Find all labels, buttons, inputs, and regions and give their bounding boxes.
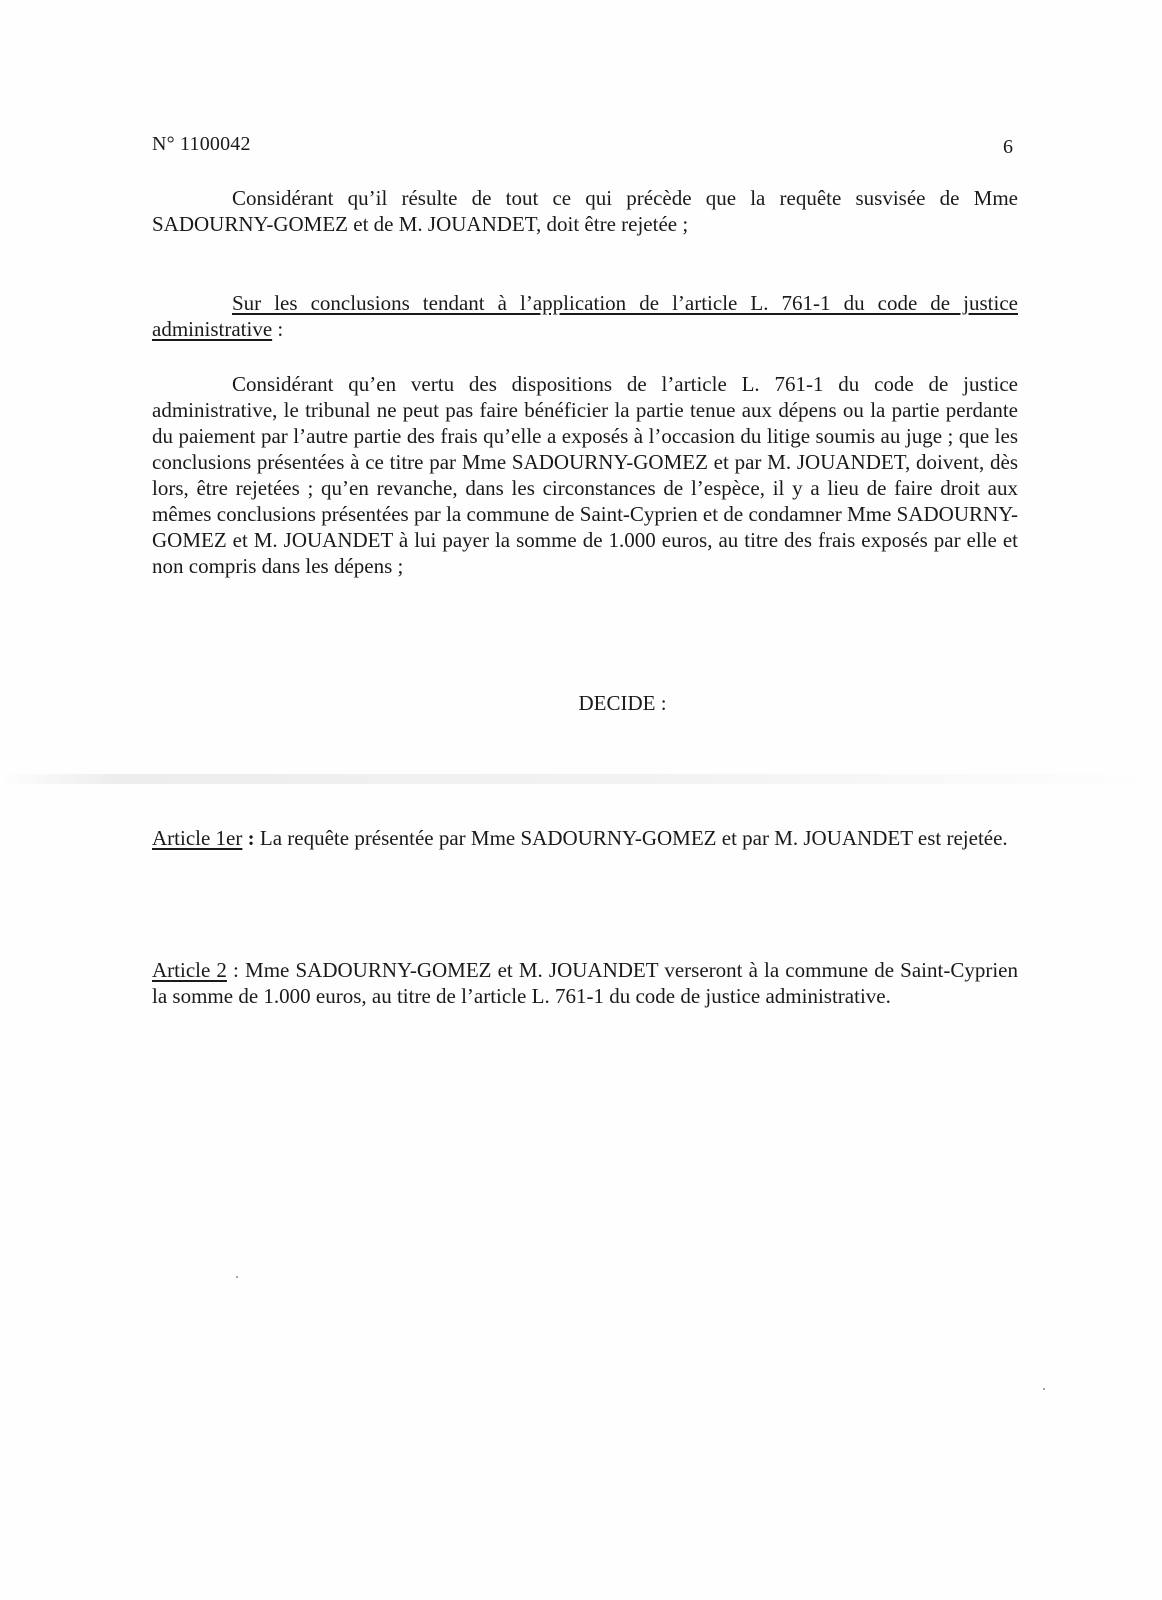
article-1-text: La requête présentée par Mme SADOURNY-GOMEZ et par M. JOUANDET est rejetée.: [259, 826, 1008, 850]
paragraph-conclusion: Considérant qu’il résulte de tout ce qui précède que la requête susvisée de Mme SADOURNY-GOMEZ et de M. JOUANDET, doit être rejetée ;: [152, 186, 1018, 236]
section-heading: [152, 290, 1018, 342]
scan-speck: [236, 1276, 238, 1278]
paragraph-costs: Considérant qu’en vertu des dispositions de l’article L. 761-1 du code de justice administrative, le tribunal ne peut pas faire bénéficier la partie tenue aux dépens ou la partie perdante du paiement par l’autre partie des frais qu’elle a exposés à l’occasion du litige soumis au juge ; que les conclusions présentées à ce titre par Mme SADOURNY-GOMEZ et par M. JOUANDET, doivent, dès lors, être rejetées ; qu’en revanche, dans les circonstances de l’espèce, il y a lieu de faire droit aux mêmes conclusions présentées par la commune de Saint-Cyprien et de condamner Mme SADOURNY-GOMEZ et M. JOUANDET à lui payer la somme de 1.000 euros, au titre des frais exposés par elle et non compris dans les dépens ;: [152, 372, 1018, 578]
page-number: 6: [1003, 136, 1013, 158]
article-2-separator: :: [226, 958, 246, 982]
section-heading-colon: :: [272, 317, 284, 341]
article-1: [152, 825, 1018, 851]
article-2: [152, 957, 1018, 1009]
decide-heading: DECIDE :: [578, 691, 667, 715]
section-heading-title: Sur les conclusions tendant à l’application de l’article L. 761-1 du code de justice administrative: [152, 291, 1018, 341]
article-1-ref: Article 1er: [152, 826, 243, 850]
scan-speck: [1043, 1388, 1045, 1390]
article-2-ref: Article 2: [152, 958, 227, 982]
article-1-separator: :: [242, 826, 260, 850]
article-2-text: Mme SADOURNY-GOMEZ et M. JOUANDET verseront à la commune de Saint-Cyprien la somme de 1.000 euros, au titre de l’article L. 761-1 du code de justice administrative.: [152, 958, 1019, 1008]
scan-artifact-line: [0, 774, 1162, 784]
case-number: N° 1100042: [152, 133, 251, 155]
